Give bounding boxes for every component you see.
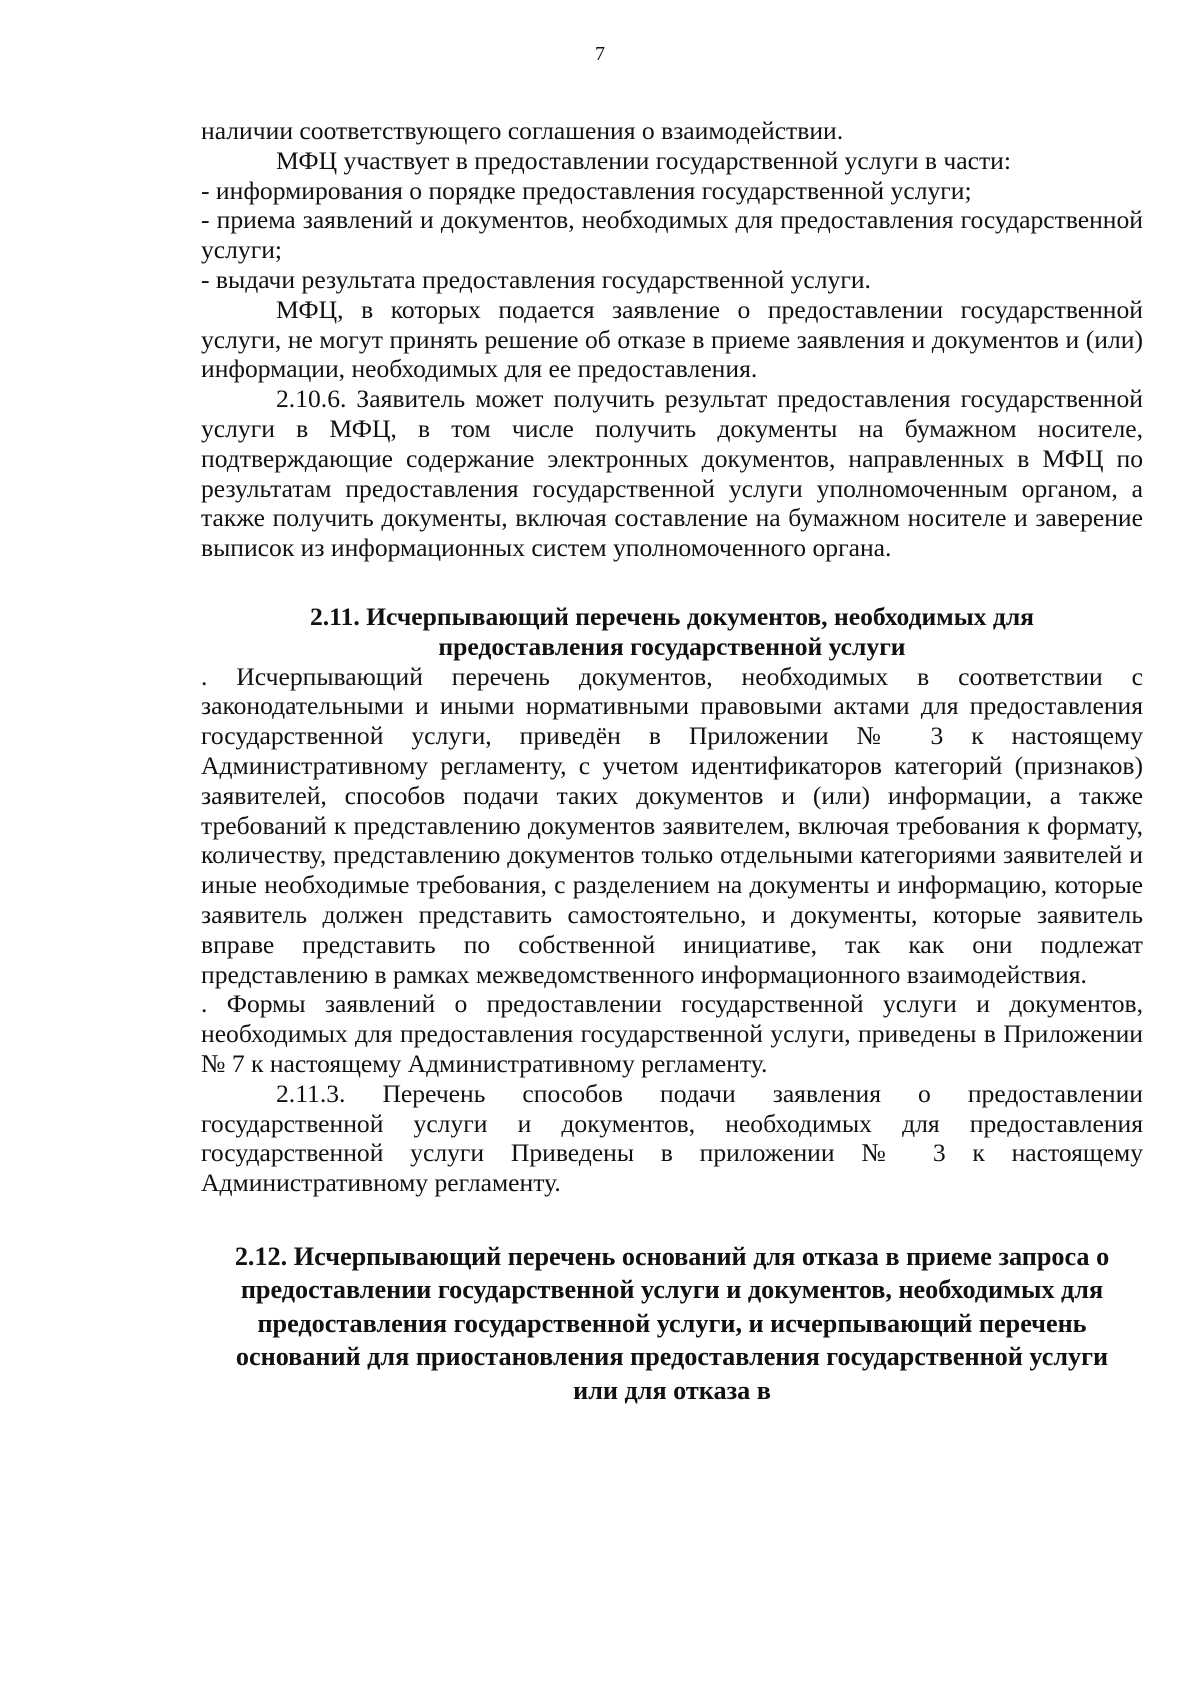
paragraph: 2.10.6. Заявитель может получить результат предоставления государственной услуги в МФЦ, в том числе получить документы на бумажном носителе, подтверждающие содержание электронных документов, направленных в МФЦ по результатам предоставления государственной услуги уполномоченным органом, а также получить документы, включая составление на бумажном носителе и заверение выписок из информационных систем уполномоченного органа.: [201, 384, 1143, 563]
page-number: 7: [595, 43, 605, 65]
list-item: - приема заявлений и документов, необходимых для предоставления государственной услуги;: [201, 205, 1143, 265]
paragraph: МФЦ, в которых подается заявление о предоставлении государственной услуги, не могут принять решение об отказе в приеме заявления и документов и (или) информации, необходимых для ее предоставления.: [201, 294, 1143, 384]
document-body: [201, 116, 1143, 1407]
paragraph: . Формы заявлений о предоставлении государственной услуги и документов, необходимых для предоставления государственной услуги, приведены в Приложении № 7 к настоящему Административному регламенту.: [201, 989, 1143, 1078]
paragraph: МФЦ участвует в предоставлении государственной услуги в части:: [276, 145, 1011, 175]
list-item: - информирования о порядке предоставления государственной услуги;: [201, 175, 972, 205]
paragraph: 2.11.3. Перечень способов подачи заявления о предоставлении государственной услуги и документов, необходимых для предоставления государственной услуги Приведены в приложении № 3 к настоящему Административному регламенту.: [201, 1078, 1143, 1198]
list-item: - выдачи результата предоставления государственной услуги.: [201, 264, 871, 294]
paragraph: . Исчерпывающий перечень документов, необходимых в соответствии с законодательными и иными нормативными правовыми актами для предоставления государственной услуги, приведён в Приложении № 3 к настоящему Административному регламенту, с учетом идентификаторов категорий (признаков) заявителей, способов подачи таких документов и (или) информации, а также требований к представлению документов заявителем, включая требования к формату, количеству, представлению документов только отдельными категориями заявителей и иные необходимые требования, с разделением на документы и информацию, которые заявитель должен представить самостоятельно, и документы, которые заявитель вправе представить по собственной инициативе, так как они подлежат представлению в рамках межведомственного информационного взаимодействия.: [201, 661, 1143, 989]
section-heading-2-12: 2.12. Исчерпывающий перечень оснований для отказа в приеме запроса о предоставлении государственной услуги и документов, необходимых для предоставления государственной услуги, и исчерпывающий перечень оснований для приостановления предоставления государственной услуги или для отказа в: [234, 1241, 1110, 1405]
paragraph: наличии соответствующего соглашения о взаимодействии.: [201, 116, 844, 145]
section-heading-2-11: 2.11. Исчерпывающий перечень документов, необходимых для предоставления государственной услуги: [309, 601, 1035, 661]
